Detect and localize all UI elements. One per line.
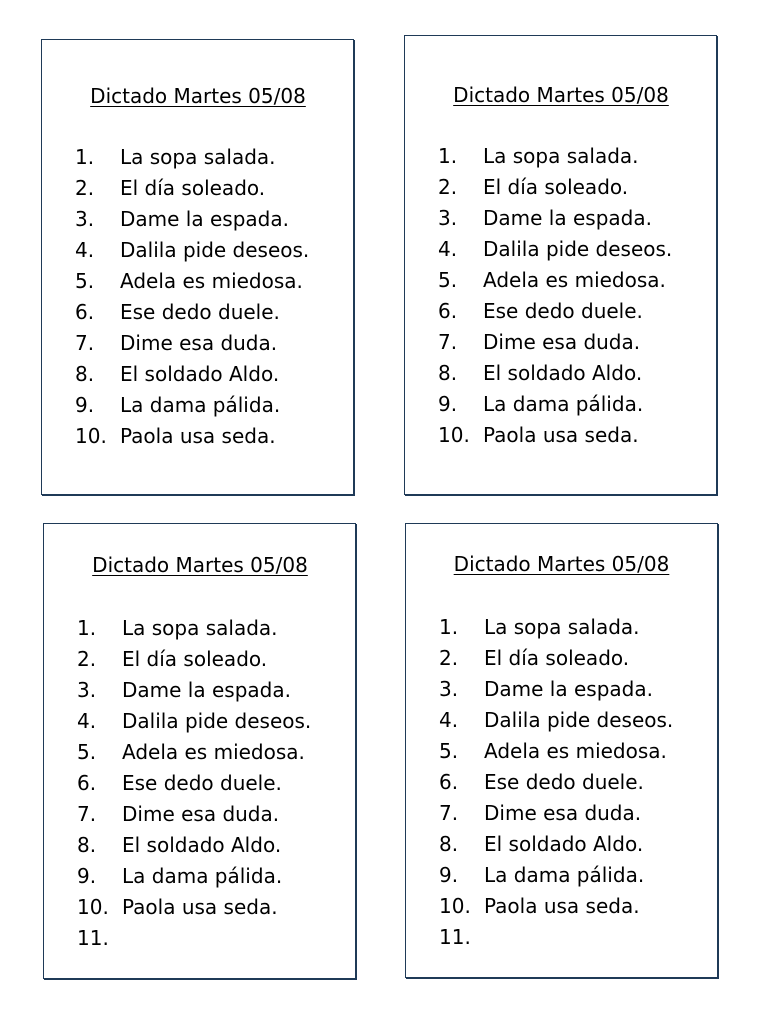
item-number: 10.	[77, 895, 109, 919]
item-text: Paola usa seda.	[120, 424, 276, 448]
item-text: Ese dedo duele.	[483, 299, 643, 323]
item-text: Paola usa seda.	[484, 894, 640, 918]
item-text: La dama pálida.	[484, 863, 645, 887]
item-number: 6.	[77, 771, 97, 795]
item-text: La dama pálida.	[120, 393, 281, 417]
item-number: 4.	[75, 238, 95, 262]
item-text: Dalila pide deseos.	[483, 237, 673, 261]
dictation-card-3	[43, 523, 356, 979]
item-number: 7.	[75, 331, 95, 355]
item-number: 9.	[75, 393, 95, 417]
item-number: 11.	[77, 926, 109, 950]
item-number: 4.	[77, 709, 97, 733]
item-number: 2.	[438, 175, 458, 199]
item-text: Dime esa duda.	[120, 331, 278, 355]
item-text: La sopa salada.	[122, 616, 278, 640]
item-text: El soldado Aldo.	[483, 361, 643, 385]
dictation-card-2	[404, 35, 717, 495]
item-text: Dame la espada.	[483, 206, 652, 230]
item-text: Dame la espada.	[120, 207, 289, 231]
item-text: La dama pálida.	[122, 864, 283, 888]
item-number: 8.	[438, 361, 458, 385]
item-number: 1.	[77, 616, 97, 640]
item-text: La dama pálida.	[483, 392, 644, 416]
item-number: 1.	[75, 145, 95, 169]
card-title: Dictado Martes 05/08	[90, 84, 306, 108]
item-number: 1.	[438, 144, 458, 168]
item-number: 6.	[75, 300, 95, 324]
item-number: 8.	[77, 833, 97, 857]
item-text: Adela es miedosa.	[120, 269, 303, 293]
item-number: 8.	[439, 832, 459, 856]
card-title: Dictado Martes 05/08	[92, 553, 308, 577]
item-number: 5.	[77, 740, 97, 764]
item-text: Dime esa duda.	[483, 330, 641, 354]
item-text: Adela es miedosa.	[122, 740, 305, 764]
item-text: Dime esa duda.	[122, 802, 280, 826]
item-text: El día soleado.	[483, 175, 629, 199]
item-text: Ese dedo duele.	[122, 771, 282, 795]
item-number: 9.	[438, 392, 458, 416]
dictation-card-4	[405, 523, 718, 978]
item-number: 6.	[438, 299, 458, 323]
item-number: 7.	[77, 802, 97, 826]
item-text: La sopa salada.	[484, 615, 640, 639]
item-number: 2.	[77, 647, 97, 671]
item-number: 5.	[438, 268, 458, 292]
item-text: El soldado Aldo.	[122, 833, 282, 857]
item-text: Adela es miedosa.	[483, 268, 666, 292]
item-number: 3.	[438, 206, 458, 230]
item-number: 3.	[77, 678, 97, 702]
item-text: La sopa salada.	[483, 144, 639, 168]
item-text: El día soleado.	[122, 647, 268, 671]
item-number: 9.	[77, 864, 97, 888]
item-text: Dalila pide deseos.	[120, 238, 310, 262]
item-number: 5.	[439, 739, 459, 763]
item-text: El día soleado.	[484, 646, 630, 670]
item-number: 7.	[439, 801, 459, 825]
item-text: Paola usa seda.	[122, 895, 278, 919]
item-text: Dame la espada.	[484, 677, 653, 701]
item-text: Dalila pide deseos.	[122, 709, 312, 733]
item-number: 3.	[75, 207, 95, 231]
item-number: 4.	[438, 237, 458, 261]
item-number: 9.	[439, 863, 459, 887]
item-text: El soldado Aldo.	[120, 362, 280, 386]
item-number: 5.	[75, 269, 95, 293]
item-text: Ese dedo duele.	[484, 770, 644, 794]
item-number: 10.	[438, 423, 470, 447]
item-number: 10.	[75, 424, 107, 448]
card-title: Dictado Martes 05/08	[453, 552, 670, 576]
item-text: Dalila pide deseos.	[484, 708, 674, 732]
item-number: 10.	[439, 894, 471, 918]
item-text: La sopa salada.	[120, 145, 276, 169]
item-number: 6.	[439, 770, 459, 794]
item-number: 4.	[439, 708, 459, 732]
item-number: 1.	[439, 615, 459, 639]
dictation-card-1	[41, 39, 354, 495]
item-text: Ese dedo duele.	[120, 300, 280, 324]
item-number: 3.	[439, 677, 459, 701]
item-text: Paola usa seda.	[483, 423, 639, 447]
card-title: Dictado Martes 05/08	[453, 83, 669, 107]
item-text: El soldado Aldo.	[484, 832, 644, 856]
item-number: 2.	[439, 646, 459, 670]
item-number: 7.	[438, 330, 458, 354]
item-text: El día soleado.	[120, 176, 266, 200]
item-number: 8.	[75, 362, 95, 386]
item-number: 11.	[439, 925, 471, 949]
item-text: Adela es miedosa.	[484, 739, 667, 763]
item-number: 2.	[75, 176, 95, 200]
item-text: Dime esa duda.	[484, 801, 642, 825]
item-text: Dame la espada.	[122, 678, 291, 702]
